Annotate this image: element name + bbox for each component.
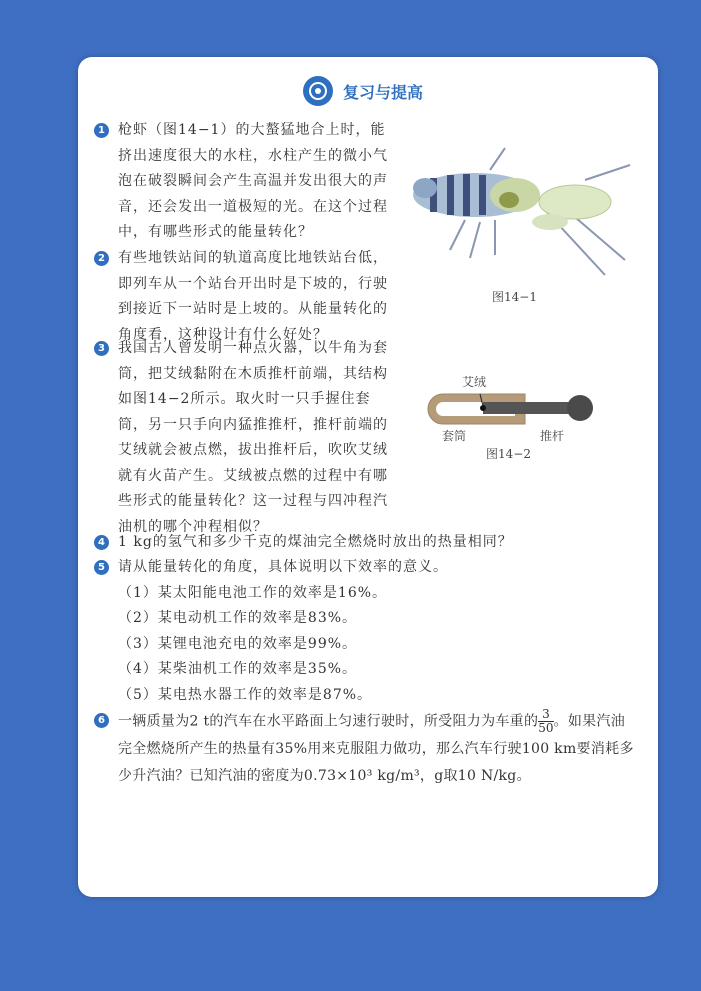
efficiency-item: （3）某锂电池充电的效率是99%。 bbox=[118, 635, 358, 652]
question-text: 枪虾（图14−1）的大螯猛地合上时，能挤出速度很大的水柱，水柱产生的微小气泡在破裂瞬间会产生高温并发出很大的声音，还会发出一道极短的光。在这个过程中，有哪些形式的能量转化？ bbox=[118, 122, 388, 240]
shrimp-figure bbox=[405, 140, 635, 280]
efficiency-item: （4）某柴油机工作的效率是35%。 bbox=[118, 661, 358, 677]
question-1 bbox=[94, 118, 399, 246]
fraction bbox=[538, 708, 553, 735]
fire-piston-figure bbox=[425, 390, 600, 430]
figure-caption: 图14−2 bbox=[486, 447, 531, 461]
question-text: 1 kg的氢气和多少千克的煤油完全燃烧时放出的热量相同？ bbox=[118, 534, 513, 550]
question-text bbox=[118, 708, 639, 790]
efficiency-item: （5）某电热水器工作的效率是87%。 bbox=[118, 686, 373, 703]
efficiency-item: （1）某太阳能电池工作的效率是16%。 bbox=[118, 584, 388, 601]
fraction-numerator: 3 bbox=[538, 708, 553, 722]
question-number: 5 bbox=[94, 560, 109, 575]
moxa-label: 艾绒 bbox=[462, 375, 487, 389]
question-3 bbox=[94, 336, 399, 540]
rod-label: 推杆 bbox=[540, 429, 565, 443]
figure-caption: 图14−1 bbox=[492, 290, 537, 304]
section-header bbox=[303, 76, 423, 106]
question-number: 1 bbox=[94, 123, 109, 138]
efficiency-item: （2）某电动机工作的效率是83%。 bbox=[118, 610, 358, 626]
question-number: 2 bbox=[94, 251, 109, 266]
question-2 bbox=[94, 246, 399, 348]
question-5 bbox=[94, 555, 614, 708]
question-text-a: 一辆质量为2 t的汽车在水平路面上匀速行驶时，所受阻力为车重的 bbox=[118, 713, 539, 730]
section-title: 复习与提高 bbox=[343, 82, 424, 102]
question-6 bbox=[94, 708, 639, 790]
question-number: 3 bbox=[94, 341, 109, 356]
question-number: 4 bbox=[94, 535, 109, 550]
sleeve-label: 套筒 bbox=[442, 429, 467, 443]
question-text: 请从能量转化的角度，具体说明以下效率的意义。 bbox=[118, 559, 448, 575]
question-4 bbox=[94, 530, 614, 556]
target-icon bbox=[303, 76, 333, 106]
fraction-denominator: 50 bbox=[538, 721, 554, 735]
question-text: 有些地铁站间的轨道高度比地铁站台低，即列车从一个站台开出时是下坡的，行驶到接近下一站时是上坡的。从能量转化的角度看，这种设计有什么好处？ bbox=[118, 250, 388, 343]
question-text: 我国古人曾发明一种点火器，以牛角为套筒，把艾绒黏附在木质推杆前端，其结构如图14−2所示。取火时一只手握住套筒，另一只手向内猛推推杆，推杆前端的艾绒就会被点燃，拔出推杆后，吹吹艾绒就有火苗产生。艾绒被点燃的过程中有哪些形式的能量转化？这一过程与四冲程汽油机的哪个冲程相似？ bbox=[118, 340, 388, 535]
question-text-b: 。如果汽油完全燃烧所产生的热量有35%用来克服阻力做功，那么汽车行驶100 km要消耗多少升汽油？已知汽油的密度为0.73×10³ kg/m³，g取10 N/kg。 bbox=[118, 713, 634, 784]
question-number: 6 bbox=[94, 713, 109, 728]
